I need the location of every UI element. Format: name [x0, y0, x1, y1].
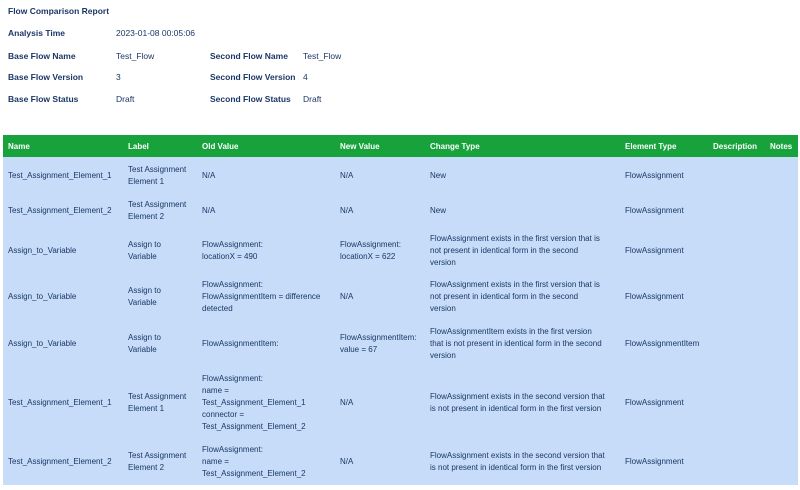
- cell-old-value: FlowAssignment: locationX = 490: [197, 228, 335, 274]
- cell-notes: [765, 158, 798, 194]
- base-flow-name-value: Test_Flow: [116, 51, 155, 61]
- second-flow-name-value: Test_Flow: [303, 51, 342, 61]
- cell-change-type: FlowAssignment exists in the first version that is not present in identical form in the second version: [425, 228, 620, 274]
- cell-new-value: FlowAssignmentItem: value = 67: [335, 321, 425, 367]
- table-row: [3, 158, 798, 194]
- cell-element-type: FlowAssignmentItem: [620, 321, 708, 367]
- cell-description: [708, 367, 765, 439]
- cell-old-value: FlowAssignmentItem:: [197, 321, 335, 367]
- table-row: [3, 274, 798, 321]
- table-row: [3, 321, 798, 367]
- column-header-label[interactable]: Label: [123, 135, 197, 158]
- cell-new-value: N/A: [335, 367, 425, 439]
- column-header-element-type[interactable]: Element Type: [620, 135, 708, 158]
- cell-name: Test_Assignment_Element_2: [3, 439, 123, 485]
- cell-change-type: FlowAssignment exists in the second version that is not present in identical form in the first version: [425, 439, 620, 485]
- cell-label: Test Assignment Element 2: [123, 194, 197, 228]
- second-flow-name-label: Second Flow Name: [210, 51, 288, 61]
- cell-description: [708, 439, 765, 485]
- base-flow-version-value: 3: [116, 72, 121, 82]
- cell-element-type: FlowAssignment: [620, 367, 708, 439]
- cell-name: Assign_to_Variable: [3, 274, 123, 321]
- cell-new-value: N/A: [335, 194, 425, 228]
- second-flow-version-value: 4: [303, 72, 308, 82]
- cell-change-type: FlowAssignment exists in the first version that is not present in identical form in the second version: [425, 274, 620, 321]
- cell-name: Test_Assignment_Element_1: [3, 367, 123, 439]
- cell-element-type: FlowAssignment: [620, 194, 708, 228]
- second-flow-version-label: Second Flow Version: [210, 72, 296, 82]
- cell-name: Test_Assignment_Element_1: [3, 158, 123, 194]
- cell-notes: [765, 439, 798, 485]
- cell-notes: [765, 194, 798, 228]
- cell-element-type: FlowAssignment: [620, 228, 708, 274]
- base-flow-status-value: Draft: [116, 94, 135, 104]
- cell-new-value: N/A: [335, 274, 425, 321]
- cell-change-type: FlowAssignment exists in the second version that is not present in identical form in the first version: [425, 367, 620, 439]
- cell-new-value: N/A: [335, 439, 425, 485]
- cell-old-value: N/A: [197, 158, 335, 194]
- cell-element-type: FlowAssignment: [620, 158, 708, 194]
- cell-change-type: New: [425, 194, 620, 228]
- cell-label: Assign to Variable: [123, 228, 197, 274]
- analysis-time-value: 2023-01-08 00:05:06: [116, 28, 195, 38]
- cell-new-value: N/A: [335, 158, 425, 194]
- cell-description: [708, 274, 765, 321]
- cell-description: [708, 158, 765, 194]
- cell-notes: [765, 228, 798, 274]
- table-row: [3, 194, 798, 228]
- table-row: [3, 367, 798, 439]
- cell-change-type: FlowAssignmentItem exists in the first version that is not present in identical form in the second version: [425, 321, 620, 367]
- column-header-notes[interactable]: Notes: [765, 135, 798, 158]
- column-header-name[interactable]: Name: [3, 135, 123, 158]
- cell-description: [708, 321, 765, 367]
- second-flow-status-label: Second Flow Status: [210, 94, 291, 104]
- cell-element-type: FlowAssignment: [620, 274, 708, 321]
- cell-notes: [765, 367, 798, 439]
- cell-description: [708, 228, 765, 274]
- second-flow-status-value: Draft: [303, 94, 322, 104]
- base-flow-name-label: Base Flow Name: [8, 51, 76, 61]
- cell-label: Test Assignment Element 1: [123, 158, 197, 194]
- cell-description: [708, 194, 765, 228]
- table-header-row: [3, 135, 798, 158]
- analysis-time-label: Analysis Time: [8, 28, 66, 38]
- cell-old-value: N/A: [197, 194, 335, 228]
- cell-new-value: FlowAssignment: locationX = 622: [335, 228, 425, 274]
- cell-old-value: FlowAssignment: FlowAssignmentItem = difference detected: [197, 274, 335, 321]
- cell-name: Test_Assignment_Element_2: [3, 194, 123, 228]
- cell-label: Assign to Variable: [123, 274, 197, 321]
- column-header-old-value[interactable]: Old Value: [197, 135, 335, 158]
- cell-name: Assign_to_Variable: [3, 228, 123, 274]
- cell-change-type: New: [425, 158, 620, 194]
- cell-old-value: FlowAssignment: name = Test_Assignment_Element_2: [197, 439, 335, 485]
- column-header-description[interactable]: Description: [708, 135, 765, 158]
- table-row: [3, 228, 798, 274]
- cell-label: Assign to Variable: [123, 321, 197, 367]
- cell-label: Test Assignment Element 2: [123, 439, 197, 485]
- column-header-new-value[interactable]: New Value: [335, 135, 425, 158]
- base-flow-status-label: Base Flow Status: [8, 94, 79, 104]
- cell-notes: [765, 274, 798, 321]
- table-row: [3, 439, 798, 485]
- report-title: Flow Comparison Report: [8, 6, 110, 16]
- column-header-change-type[interactable]: Change Type: [425, 135, 620, 158]
- cell-name: Assign_to_Variable: [3, 321, 123, 367]
- cell-element-type: FlowAssignment: [620, 439, 708, 485]
- cell-old-value: FlowAssignment: name = Test_Assignment_Element_1 connector = Test_Assignment_Element_2: [197, 367, 335, 439]
- comparison-table: [3, 135, 798, 485]
- cell-notes: [765, 321, 798, 367]
- base-flow-version-label: Base Flow Version: [8, 72, 84, 82]
- cell-label: Test Assignment Element 1: [123, 367, 197, 439]
